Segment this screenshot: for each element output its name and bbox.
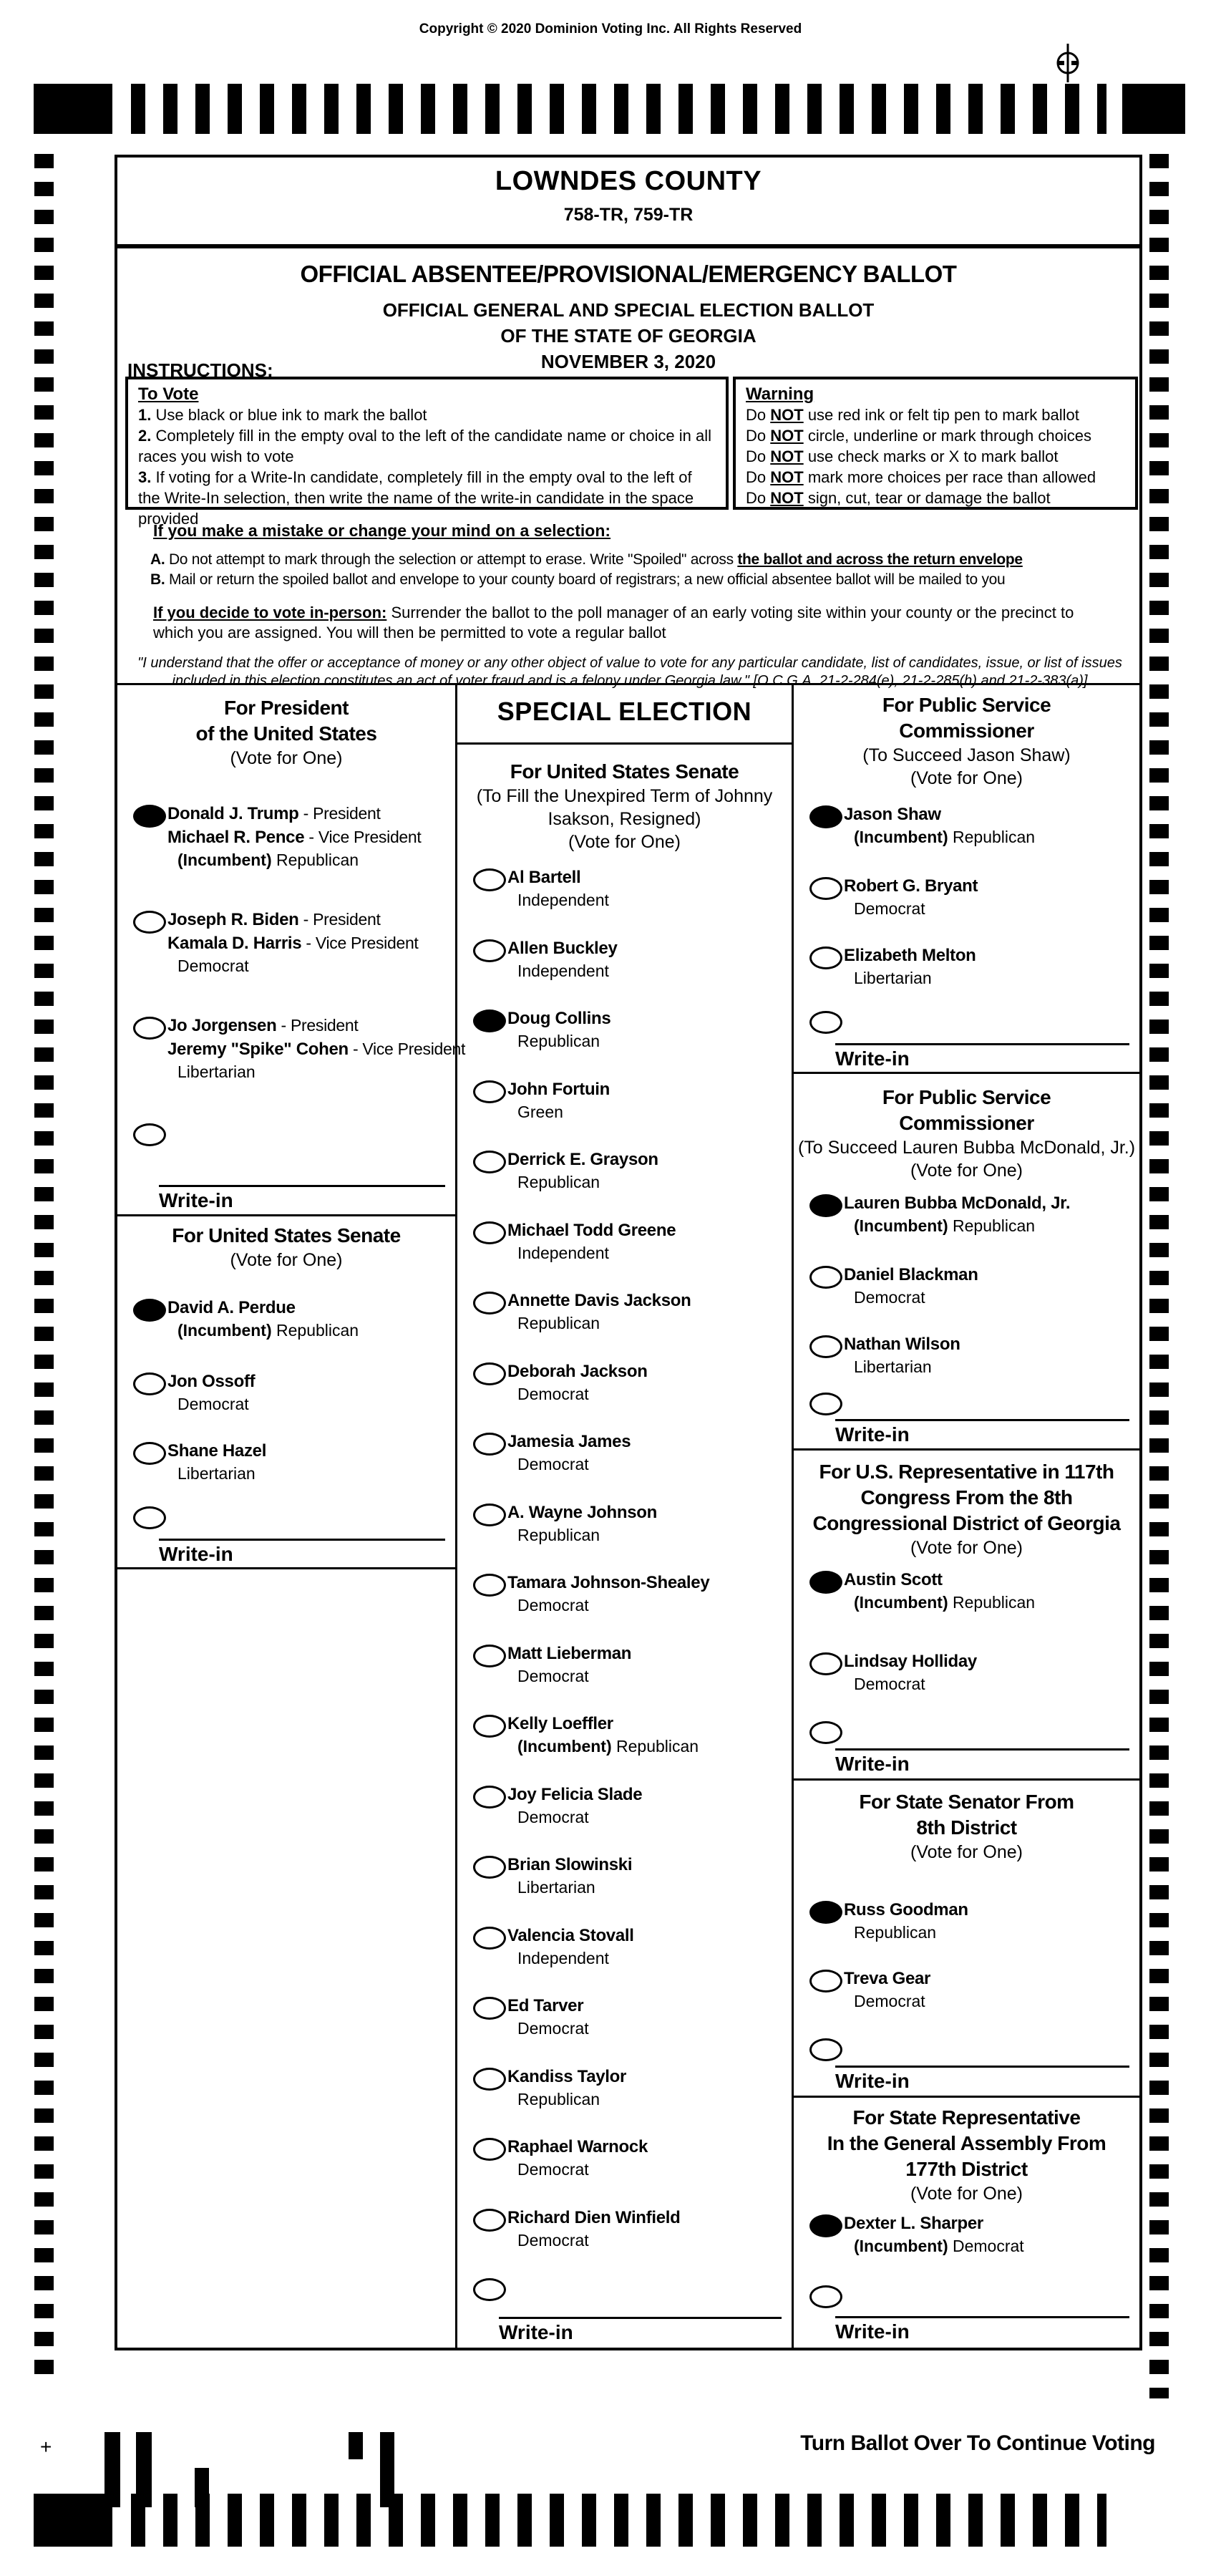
candidate-text (507, 866, 789, 911)
candidate-name: Elizabeth Melton (844, 946, 976, 965)
candidate-party: Democrat (517, 1385, 589, 1403)
candidate-party: Democrat (517, 1667, 589, 1685)
candidate-name: John Fortuin (507, 1080, 610, 1099)
candidate-party: Libertarian (854, 1357, 932, 1376)
timing-marks-left (34, 154, 54, 2388)
write-in-oval[interactable] (133, 1123, 166, 1146)
candidate-text (507, 1853, 789, 1898)
candidate-oval[interactable] (473, 1574, 506, 1597)
stub-barcode-bar (349, 2432, 363, 2459)
precinct-codes: 758-TR, 759-TR (563, 205, 694, 225)
contest-header (117, 695, 455, 770)
candidate-party: Green (517, 1103, 563, 1121)
candidate-text (507, 2065, 789, 2110)
incumbent-flag: (Incumbent) (177, 851, 276, 869)
candidate-text (507, 1289, 789, 1334)
candidate-oval[interactable] (133, 1372, 166, 1395)
candidate-name: Dexter L. Sharper (844, 2214, 983, 2233)
incumbent-flag: (Incumbent) (854, 1593, 953, 1612)
contest-senate_special (457, 745, 792, 2348)
contest-header (794, 1459, 1139, 1559)
candidate-oval[interactable] (809, 2214, 842, 2237)
timing-marks-bottom (131, 2494, 1106, 2547)
candidate-name: Kamala D. Harris - Vice President (167, 934, 419, 953)
incumbent-flag: (Incumbent) (177, 1321, 276, 1340)
candidate-name: Valencia Stovall (507, 1926, 634, 1945)
candidate-name: Joy Felicia Slade (507, 1785, 643, 1804)
ballot-column-2 (455, 685, 792, 2348)
contest-usrep (794, 1451, 1139, 1781)
contest-banner (457, 685, 792, 745)
timing-marks-right (1149, 154, 1169, 2398)
contest-subtitle-line: (To Succeed Lauren Bubba McDonald, Jr.) (797, 1138, 1136, 1158)
item-number: 2. (138, 427, 156, 445)
contest-subtitle-line: (To Fill the Unexpired Term of Johnny (476, 786, 773, 806)
candidate-name: Michael Todd Greene (507, 1221, 676, 1240)
candidate-oval[interactable] (809, 877, 842, 900)
candidate-name: Annette Davis Jackson (507, 1291, 691, 1310)
candidate-name: David A. Perdue (167, 1298, 296, 1317)
candidate-oval[interactable] (473, 1645, 506, 1667)
candidate-text (507, 2206, 789, 2251)
contest-title-line: For State Representative (852, 2106, 1081, 2129)
candidate-party: Democrat (517, 2231, 589, 2250)
warning-item: Do NOT circle, underline or mark through choices (746, 427, 1091, 445)
contest-title-line: of the United States (195, 722, 377, 745)
candidate-oval[interactable] (809, 1266, 842, 1289)
candidate-party: Republican (517, 1314, 600, 1332)
candidate-text (844, 2212, 1137, 2257)
write-in-label: Write-in (835, 1047, 910, 1070)
candidate-text (844, 944, 1137, 989)
candidate-oval[interactable] (473, 1292, 506, 1314)
mistake-heading: If you make a mistake or change your mind on a selection: (153, 521, 611, 540)
candidate-office: - President (298, 910, 381, 929)
not-emphasis: NOT (770, 427, 804, 445)
to-vote-item: 1. Use black or blue ink to mark the ballot (138, 406, 427, 424)
candidate-text (507, 1712, 789, 1757)
contest-title-line: In the General Assembly From (827, 2132, 1106, 2154)
candidate-text (507, 1783, 789, 1828)
candidate-name: Brian Slowinski (507, 1855, 633, 1874)
warning-items (746, 405, 1125, 508)
contest-title-line: For President (224, 697, 349, 719)
timing-marks-top (131, 84, 1106, 134)
candidate-party: Libertarian (517, 1878, 595, 1897)
contest-header (794, 1085, 1139, 1182)
candidate-text (844, 1332, 1137, 1377)
candidate-party: Republican (517, 1032, 600, 1050)
write-in-area[interactable] (835, 1043, 1129, 1045)
contest-title-line: 8th District (916, 1816, 1017, 1839)
mistake-item-a: A. Do not attempt to mark through the selection or attempt to erase. Write "Spoiled" across the ballot and across the return envelope (150, 551, 1023, 568)
warning-title: Warning (746, 384, 814, 404)
candidate-oval[interactable] (809, 1335, 842, 1358)
contest-header (117, 1223, 455, 1272)
candidate-party: Democrat (517, 1455, 589, 1473)
candidate-oval[interactable] (473, 1009, 506, 1032)
not-emphasis: NOT (770, 447, 804, 465)
contest-header (794, 1789, 1139, 1864)
contest-subtitle-line: (To Succeed Jason Shaw) (862, 745, 1071, 765)
candidate-oval[interactable] (133, 805, 166, 828)
contest-title-line: For State Senator From (859, 1791, 1074, 1813)
candidate-oval[interactable] (809, 1652, 842, 1675)
candidate-party: Democrat (854, 1992, 925, 2010)
to-vote-items (138, 405, 716, 529)
contest-header (794, 692, 1139, 790)
candidate-text (167, 1370, 452, 1415)
candidate-name: Michael R. Pence - Vice President (167, 828, 422, 847)
to-vote-item: 3. If voting for a Write-In candidate, completely fill in the empty oval to the left of the Write-In selection, then write the name of the write-in candidate in the space provided (138, 468, 694, 528)
write-in-area[interactable] (835, 1748, 1129, 1751)
write-in-area[interactable] (835, 1419, 1129, 1421)
candidate-text (167, 1014, 466, 1083)
candidate-party: Democrat (177, 1395, 249, 1413)
election-date: NOVEMBER 3, 2020 (540, 351, 716, 372)
candidate-name: Matt Lieberman (507, 1644, 632, 1663)
candidate-party: (Incumbent) Republican (517, 1737, 699, 1756)
contest-title-line: For U.S. Representative in 117th (819, 1461, 1114, 1483)
registration-mark-icon (1049, 43, 1086, 87)
contest-sr (794, 2098, 1139, 2348)
candidate-name: Lauren Bubba McDonald, Jr. (844, 1193, 1071, 1213)
candidate-text (507, 1219, 789, 1264)
contest-subtitle-line: Isakson, Resigned) (548, 809, 701, 829)
candidate-text (507, 2135, 789, 2180)
write-in-label: Write-in (835, 1423, 910, 1446)
candidate-name: Joseph R. Biden - President (167, 910, 381, 929)
contest-title-line: Commissioner (899, 720, 1034, 742)
candidate-party: Democrat (517, 1596, 589, 1614)
write-in-area[interactable] (835, 2066, 1129, 2068)
candidate-text (844, 1568, 1137, 1613)
special-election-banner: SPECIAL ELECTION (497, 697, 752, 726)
contest-header (794, 2105, 1139, 2205)
contest-senate1 (117, 1216, 455, 1569)
candidate-oval[interactable] (809, 805, 842, 828)
candidate-text (507, 1007, 789, 1052)
write-in-oval[interactable] (133, 1506, 166, 1529)
candidate-name: Lindsay Holliday (844, 1652, 977, 1671)
candidate-text (844, 803, 1137, 848)
vote-for-instruction: (Vote for One) (910, 1161, 1023, 1181)
to-vote-item: 2. Completely fill in the empty oval to the left of the candidate name or choice in all races you wish to vote (138, 427, 711, 465)
ballot-type-title: OFFICIAL ABSENTEE/PROVISIONAL/EMERGENCY BALLOT (300, 261, 957, 287)
item-number: 3. (138, 468, 156, 486)
write-in-oval[interactable] (809, 1011, 842, 1034)
write-in-label: Write-in (159, 1189, 233, 1211)
contest-title-line: Congressional District of Georgia (812, 1512, 1121, 1534)
incumbent-flag: (Incumbent) (517, 1737, 616, 1756)
contest-area (117, 683, 1139, 2348)
candidate-office: - President (298, 804, 381, 823)
candidate-office: - President (276, 1016, 359, 1035)
warning-box (733, 377, 1138, 510)
candidate-oval[interactable] (809, 946, 842, 969)
candidate-name: Ed Tarver (507, 1996, 584, 2015)
candidate-name: Tamara Johnson-Shealey (507, 1573, 710, 1592)
incumbent-flag: (Incumbent) (854, 828, 953, 846)
vote-for-instruction: (Vote for One) (910, 1538, 1023, 1558)
candidate-oval[interactable] (133, 911, 166, 934)
turn-ballot-over-text: Turn Ballot Over To Continue Voting (800, 2431, 1155, 2455)
candidate-party: (Incumbent) Republican (854, 1216, 1036, 1235)
candidate-party: Libertarian (177, 1464, 256, 1483)
contest-title-line: For United States Senate (510, 760, 739, 783)
candidate-text (507, 1430, 789, 1475)
candidate-text (167, 1296, 452, 1341)
write-in-oval[interactable] (473, 2278, 506, 2301)
candidate-text (844, 1898, 1137, 1943)
candidate-text (507, 1501, 789, 1546)
candidate-text (507, 1078, 789, 1123)
candidate-party: Democrat (517, 2019, 589, 2038)
candidate-oval[interactable] (473, 1715, 506, 1738)
candidate-name: Jo Jorgensen - President (167, 1016, 359, 1035)
candidate-name: Daniel Blackman (844, 1265, 978, 1284)
candidate-party: (Incumbent) Democrat (854, 2237, 1024, 2255)
candidate-name: Shane Hazel (167, 1441, 267, 1461)
candidate-text (167, 1439, 452, 1484)
vote-for-instruction: (Vote for One) (910, 1842, 1023, 1862)
candidate-office: - Vice President (304, 828, 422, 846)
contest-title-line: Congress From the 8th (860, 1486, 1073, 1509)
candidate-oval[interactable] (809, 1901, 842, 1924)
timing-block-bottom-left (34, 2494, 112, 2547)
candidate-text (167, 802, 452, 871)
candidate-oval[interactable] (473, 1504, 506, 1526)
warning-item: Do NOT use check marks or X to mark ballot (746, 447, 1059, 465)
candidate-name: Raphael Warnock (507, 2137, 648, 2156)
voter-fraud-oath: "I understand that the offer or acceptance of money or any other object of value to vote for any particular candidate, list of candidates, issue, or list of issues included in this election constitutes an act of voter fraud and is a felony under Georgia law." [O.C.G.A. 21-2-284(e), 21-2-285(h) and 21-2-383(a)] (137, 655, 1122, 689)
candidate-name: Nathan Wilson (844, 1335, 960, 1354)
candidate-party: Independent (517, 962, 609, 980)
contest-title-line: Commissioner (899, 1112, 1034, 1134)
candidate-oval[interactable] (809, 1194, 842, 1217)
candidate-party: (Incumbent) Republican (854, 1593, 1036, 1612)
candidate-oval[interactable] (473, 1080, 506, 1103)
candidate-name: Jason Shaw (844, 805, 941, 824)
candidate-party: Democrat (517, 2160, 589, 2179)
candidate-text (507, 1994, 789, 2039)
candidate-name: Al Bartell (507, 868, 581, 887)
candidate-text (507, 1924, 789, 1969)
candidate-oval[interactable] (809, 1970, 842, 1992)
candidate-name: Doug Collins (507, 1009, 611, 1028)
incumbent-flag: (Incumbent) (854, 1216, 953, 1235)
candidate-oval[interactable] (473, 2138, 506, 2161)
not-emphasis: NOT (770, 406, 804, 424)
ballot-body (115, 155, 1142, 2350)
item-number: 1. (138, 406, 156, 424)
candidate-oval[interactable] (473, 1786, 506, 1808)
write-in-label: Write-in (835, 2070, 910, 2092)
candidate-office: - Vice President (348, 1040, 466, 1058)
ballot-column-3 (792, 685, 1139, 2348)
candidate-oval[interactable] (473, 2068, 506, 2091)
candidate-party: Libertarian (177, 1062, 256, 1081)
contest-psc2 (794, 1074, 1139, 1451)
candidate-name: Jamesia James (507, 1432, 631, 1451)
warning-item: Do NOT mark more choices per race than allowed (746, 468, 1096, 486)
candidate-party: (Incumbent) Republican (177, 851, 359, 869)
write-in-area[interactable] (159, 1185, 445, 1187)
candidate-name: Kandiss Taylor (507, 2067, 627, 2086)
candidate-name: Treva Gear (844, 1969, 931, 1988)
candidate-oval[interactable] (473, 1927, 506, 1950)
candidate-name: Jeremy "Spike" Cohen - Vice President (167, 1040, 466, 1059)
to-vote-box (125, 377, 729, 528)
candidate-party: Democrat (517, 1808, 589, 1826)
vote-for-instruction: (Vote for One) (568, 832, 681, 852)
candidate-oval[interactable] (473, 1856, 506, 1879)
candidate-name: Allen Buckley (507, 939, 618, 958)
candidate-party: Democrat (854, 1675, 925, 1693)
candidate-oval[interactable] (473, 1433, 506, 1456)
to-vote-title: To Vote (138, 384, 199, 404)
candidate-name: Deborah Jackson (507, 1362, 648, 1381)
contest-ss (794, 1781, 1139, 2098)
candidate-party: Democrat (177, 957, 249, 975)
election-title-line: OFFICIAL GENERAL AND SPECIAL ELECTION BALLOT (382, 299, 875, 321)
warning-item: Do NOT use red ink or felt tip pen to mark ballot (746, 406, 1079, 424)
contest-header (457, 759, 792, 853)
write-in-oval[interactable] (809, 1393, 842, 1415)
candidate-name: Jon Ossoff (167, 1372, 256, 1391)
candidate-oval[interactable] (133, 1442, 166, 1465)
registration-plus-mark: + (40, 2436, 52, 2458)
write-in-oval[interactable] (809, 1721, 842, 1744)
instructions-label: INSTRUCTIONS: (127, 359, 273, 381)
copyright-text: Copyright © 2020 Dominion Voting Inc. All Rights Reserved (419, 21, 802, 37)
candidate-oval[interactable] (473, 2209, 506, 2232)
candidate-name: Derrick E. Grayson (507, 1150, 658, 1169)
candidate-party: Independent (517, 1949, 609, 1967)
write-in-area[interactable] (159, 1539, 445, 1541)
candidate-name: Robert G. Bryant (844, 876, 978, 896)
candidate-party: Democrat (854, 1288, 925, 1307)
vote-for-instruction: (Vote for One) (230, 1250, 343, 1270)
vote-for-instruction: (Vote for One) (910, 2184, 1023, 2204)
candidate-text (507, 936, 789, 982)
candidate-party: Republican (517, 1526, 600, 1544)
candidate-oval[interactable] (473, 1997, 506, 2020)
not-emphasis: NOT (770, 489, 804, 507)
write-in-label: Write-in (499, 2321, 573, 2343)
in-person-note: If you decide to vote in-person: Surrender the ballot to the poll manager of an early voting site within your county or the precinct to which you are assigned. You will then be permitted to vote a regular ballot (153, 604, 1074, 641)
candidate-oval[interactable] (473, 939, 506, 962)
contest-president (117, 685, 466, 1216)
contest-title-line: 177th District (905, 2158, 1028, 2180)
mistake-item-b: B. Mail or return the spoiled ballot and envelope to your county board of registrars; a new official absentee ballot will be mailed to you (150, 571, 1006, 588)
candidate-party: (Incumbent) Republican (854, 828, 1036, 846)
candidate-text (844, 1967, 1137, 2012)
stub-number: 35 (379, 2452, 391, 2464)
candidate-party: Republican (854, 1923, 937, 1942)
contest-title-line: For Public Service (882, 694, 1051, 716)
contest-title-line: For United States Senate (172, 1224, 401, 1246)
candidate-text (507, 1360, 789, 1405)
write-in-oval[interactable] (809, 2285, 842, 2308)
candidate-name: Russ Goodman (844, 1900, 968, 1919)
candidate-text (844, 874, 1137, 919)
candidate-oval[interactable] (473, 1221, 506, 1244)
write-in-area[interactable] (499, 2317, 782, 2319)
candidate-party: Republican (517, 2090, 600, 2108)
candidate-oval[interactable] (133, 1017, 166, 1040)
ballot-column-1 (117, 685, 466, 2348)
candidate-name: Austin Scott (844, 1570, 943, 1589)
candidate-party: Democrat (854, 899, 925, 918)
candidate-office: - Vice President (301, 934, 419, 952)
county-title: LOWNDES COUNTY (495, 166, 762, 196)
candidate-party: Independent (517, 1244, 609, 1262)
candidate-oval[interactable] (473, 1362, 506, 1385)
candidate-oval[interactable] (133, 1299, 166, 1322)
election-title-line: OF THE STATE OF GEORGIA (500, 325, 757, 347)
candidate-name: Donald J. Trump - President (167, 804, 381, 823)
not-emphasis: NOT (770, 468, 804, 486)
candidate-party: Independent (517, 891, 609, 909)
candidate-text (844, 1263, 1137, 1308)
candidate-oval[interactable] (473, 1151, 506, 1173)
candidate-text (507, 1571, 789, 1616)
candidate-text (507, 1642, 789, 1687)
vote-for-instruction: (Vote for One) (910, 768, 1023, 788)
candidate-name: A. Wayne Johnson (507, 1503, 657, 1522)
candidate-party: (Incumbent) Republican (177, 1321, 359, 1340)
candidate-name: Kelly Loeffler (507, 1714, 613, 1733)
candidate-text (507, 1148, 789, 1193)
vote-for-instruction: (Vote for One) (230, 748, 343, 768)
candidate-text (844, 1650, 1137, 1695)
incumbent-flag: (Incumbent) (854, 2237, 953, 2255)
candidate-party: Libertarian (854, 969, 932, 987)
write-in-oval[interactable] (809, 2038, 842, 2061)
candidate-party: Republican (517, 1173, 600, 1191)
write-in-label: Write-in (835, 2320, 910, 2343)
timing-block-top-right (1122, 84, 1185, 134)
write-in-label: Write-in (159, 1543, 233, 1565)
contest-psc1 (794, 685, 1139, 1074)
write-in-label: Write-in (835, 1753, 910, 1775)
candidate-name: Richard Dien Winfield (507, 2208, 681, 2227)
candidate-text (844, 1191, 1137, 1236)
candidate-oval[interactable] (473, 868, 506, 891)
contest-title-line: For Public Service (882, 1086, 1051, 1108)
warning-item: Do NOT sign, cut, tear or damage the ballot (746, 489, 1051, 507)
candidate-text (167, 908, 452, 977)
timing-block-top-left (34, 84, 112, 134)
write-in-area[interactable] (835, 2316, 1129, 2318)
candidate-oval[interactable] (809, 1571, 842, 1594)
header-divider (117, 244, 1139, 248)
